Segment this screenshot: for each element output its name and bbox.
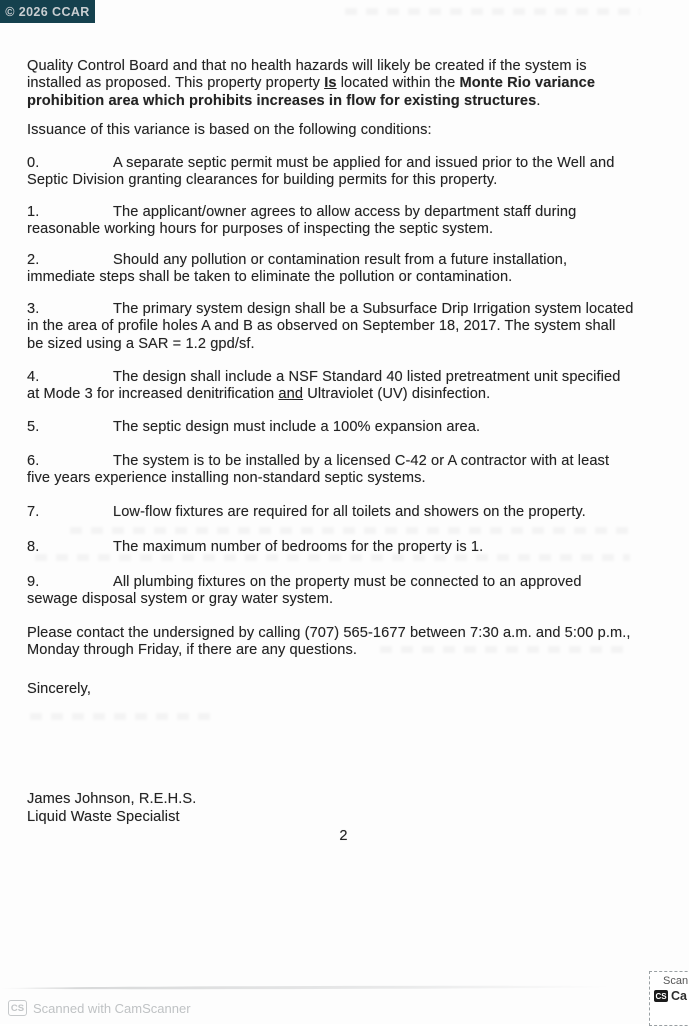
scan-noise	[30, 713, 215, 720]
intro-text-mid: located within the	[336, 75, 460, 92]
intro-paragraph	[27, 58, 634, 110]
condition-text: The applicant/owner agrees to allow access by department staff during reasonable working hours for purposes of inspecting the septic system.	[27, 204, 577, 238]
issuance-line: Issuance of this variance is based on the following conditions:	[27, 122, 432, 138]
condition-item-6	[27, 453, 634, 488]
condition-text: A separate septic permit must be applied for and issued prior to the Well and Septic Division granting clearances for building permits for this property.	[27, 155, 615, 189]
condition-text: The system is to be installed by a licensed C-42 or A contractor with at least five years experience installing non-standard septic systems.	[27, 453, 610, 487]
paper-edge	[0, 985, 635, 990]
condition-text: The primary system design shall be a Subsurface Drip Irrigation system located in the area of profile holes A and B as observed on September 18, 2017. The system shall be sized using a SAR = 1.2 gpd/sf.	[27, 301, 634, 352]
condition-number: 8.	[27, 539, 40, 555]
camscanner-watermark-text: Scanned with CamScanner	[33, 1000, 191, 1016]
condition-text: Should any pollution or contamination result from a future installation, immediate steps shall be taken to eliminate the pollution or contamination.	[27, 252, 568, 286]
condition-number: 0.	[27, 155, 40, 171]
condition-text: All plumbing fixtures on the property must be connected to an approved sewage disposal system or gray water system.	[27, 574, 582, 608]
signature-title: Liquid Waste Specialist	[27, 809, 180, 826]
condition-number: 2.	[27, 252, 40, 268]
camscanner-icon: CS	[8, 1000, 27, 1016]
condition-number: 5.	[27, 419, 40, 435]
condition-text-pre: The design shall include a NSF Standard 40 listed pretreatment unit specified at Mode 3 for increased denitrification	[27, 369, 621, 403]
condition-item-0	[27, 155, 634, 190]
ccar-copyright-badge	[0, 0, 95, 23]
scan-noise	[345, 8, 640, 15]
scan-noise	[70, 527, 630, 534]
contact-paragraph: Please contact the undersigned by calling (707) 565-1677 between 7:30 a.m. and 5:00 p.m., Monday through Friday, if there are any questions.	[27, 625, 631, 659]
condition-item-4	[27, 369, 634, 404]
condition-text: The septic design must include a 100% expansion area.	[113, 419, 481, 435]
condition-item-1	[27, 204, 634, 239]
intro-text-end: .	[536, 92, 541, 109]
intro-text-is: Is	[324, 75, 337, 92]
intro-text-pre: Quality Control Board and that no health hazards will likely be created if the system is installed as proposed. This property property	[27, 58, 587, 92]
condition-item-2	[27, 252, 634, 287]
ccar-copyright-label: © 2026 CCAR	[5, 4, 90, 19]
condition-item-3	[27, 301, 634, 353]
camscanner-corner-text-top: Scan	[663, 975, 689, 987]
condition-number: 4.	[27, 369, 40, 385]
camscanner-corner-text-bottom: Ca	[671, 989, 687, 1003]
condition-item-9	[27, 574, 634, 609]
camscanner-watermark	[8, 1000, 191, 1016]
condition-text-post: Ultraviolet (UV) disinfection.	[303, 386, 491, 403]
condition-item-8	[27, 539, 634, 556]
signature-block	[27, 790, 634, 826]
condition-text-underlined: and	[278, 386, 304, 403]
condition-number: 9.	[27, 574, 40, 590]
condition-text: Low-flow fixtures are required for all toilets and showers on the property.	[113, 504, 586, 520]
condition-text: The maximum number of bedrooms for the property is 1.	[113, 539, 484, 555]
condition-number: 7.	[27, 504, 40, 520]
camscanner-icon: CS	[655, 991, 667, 1001]
page-number: 2	[339, 828, 348, 844]
condition-number: 6.	[27, 453, 40, 469]
signature-name: James Johnson, R.E.H.S.	[27, 791, 197, 807]
condition-item-7	[27, 504, 634, 521]
intro-text-bold: Monte Rio variance prohibition area which prohibits increases in flow for existing structures	[27, 75, 596, 109]
condition-number: 1.	[27, 204, 40, 220]
closing-line: Sincerely,	[27, 681, 91, 697]
condition-item-5	[27, 419, 634, 436]
condition-number: 3.	[27, 301, 40, 317]
camscanner-corner-stamp	[649, 971, 689, 1026]
